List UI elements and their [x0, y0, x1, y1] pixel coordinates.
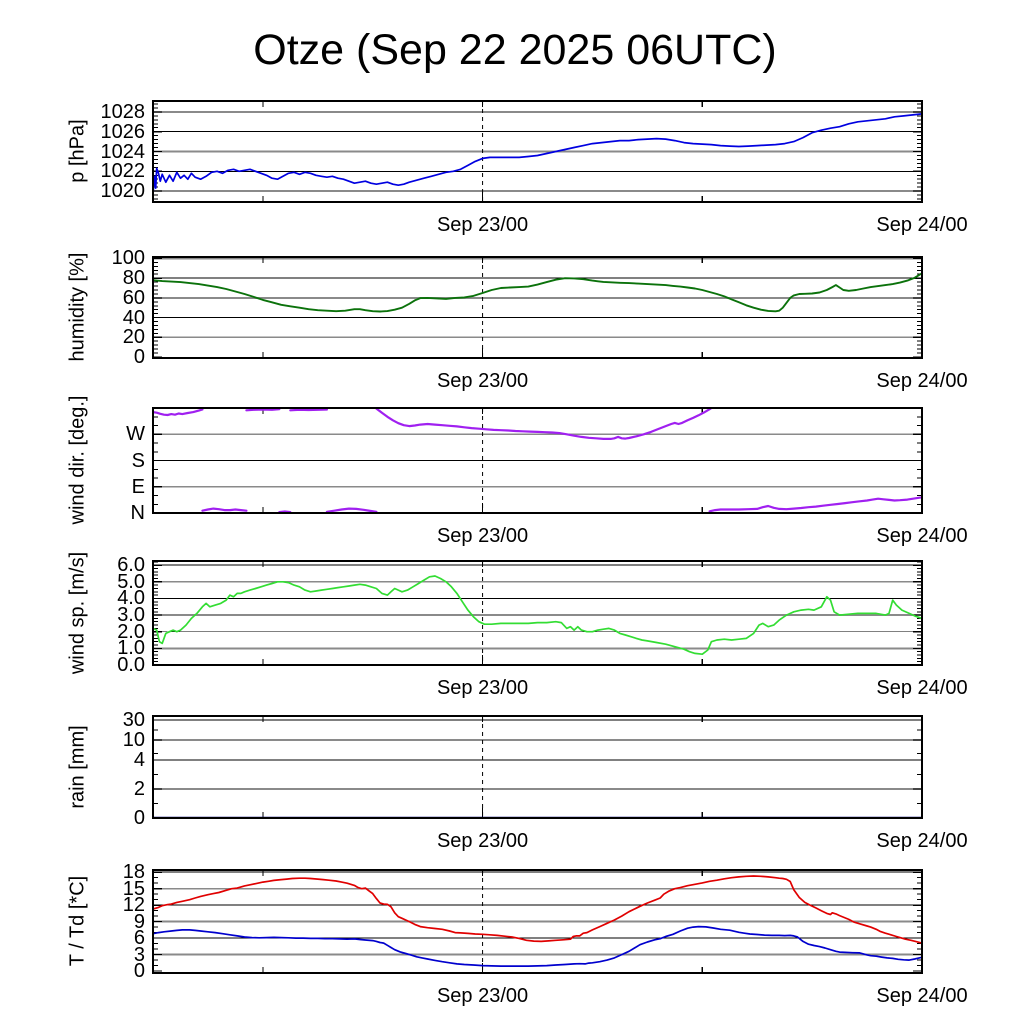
pressure-ytick-1028: 1028 [100, 100, 145, 123]
rain-ytick-2: 2 [133, 778, 145, 801]
pressure-ytick-1020: 1020 [100, 180, 145, 203]
humidity-ytick-60: 60 [122, 286, 145, 309]
wind-direction-xtick-Sep-24-00: Sep 24/00 [876, 525, 968, 547]
y-axis-label-wind-speed: wind sp. [m/s] [66, 551, 89, 675]
wind-speed-ytick-0.0: 0.0 [117, 654, 145, 676]
wind-speed-xtick-Sep-24-00: Sep 24/00 [876, 677, 968, 699]
rain-xtick-Sep-24-00: Sep 24/00 [876, 830, 968, 852]
temperature-ytick-6: 6 [133, 927, 145, 950]
y-axis-label-humidity: humidity [%] [66, 252, 89, 362]
pressure-ytick-1026: 1026 [100, 120, 145, 143]
wind-direction-ytick-W: W [126, 423, 145, 446]
humidity-ytick-20: 20 [122, 326, 145, 349]
humidity-xtick-Sep-23-00: Sep 23/00 [436, 370, 529, 392]
humidity-xtick-Sep-24-00: Sep 24/00 [876, 370, 968, 392]
y-axis-label-pressure: p [hPa] [66, 119, 89, 183]
wind-speed-ytick-5.0: 5.0 [117, 570, 145, 593]
humidity-ytick-100: 100 [111, 247, 145, 270]
temperature-ytick-12: 12 [122, 894, 145, 917]
wind-speed-ytick-1.0: 1.0 [117, 637, 145, 660]
temperature-ytick-0: 0 [133, 960, 145, 983]
rain-ytick-30: 30 [122, 708, 145, 731]
page-title: Otze (Sep 22 2025 06UTC) [253, 26, 777, 74]
y-axis-label-wind-dir: wind dir. [deg.] [66, 395, 89, 525]
wind-direction-ytick-S: S [131, 449, 145, 472]
y-axis-label-temperature: T / Td [*C] [66, 875, 89, 967]
pressure-xtick-Sep-23-00: Sep 23/00 [436, 214, 529, 236]
temperature-xtick-Sep-23-00: Sep 23/00 [436, 985, 529, 1007]
wind-direction-ytick-N: N [130, 502, 145, 524]
wind-speed-xtick-Sep-23-00: Sep 23/00 [436, 677, 529, 699]
temperature-ytick-3: 3 [133, 943, 145, 966]
temperature-ytick-18: 18 [122, 861, 145, 884]
wind-direction-xtick-Sep-23-00: Sep 23/00 [436, 525, 529, 547]
wind-direction-ytick-E: E [131, 475, 145, 498]
temperature-ytick-15: 15 [122, 877, 145, 900]
y-axis-label-rain: rain [mm] [66, 725, 89, 809]
rain-ytick-0: 0 [133, 807, 145, 829]
humidity-ytick-0: 0 [133, 346, 145, 368]
temperature-ytick-9: 9 [133, 910, 145, 933]
rain-xtick-Sep-23-00: Sep 23/00 [436, 830, 529, 852]
wind-speed-ytick-4.0: 4.0 [117, 587, 145, 610]
wind-speed-ytick-2.0: 2.0 [117, 620, 145, 643]
pressure-ytick-1022: 1022 [100, 160, 145, 183]
humidity-ytick-40: 40 [122, 306, 145, 329]
humidity-ytick-80: 80 [122, 267, 145, 290]
rain-ytick-4: 4 [133, 748, 145, 771]
temperature-xtick-Sep-24-00: Sep 24/00 [876, 985, 968, 1007]
pressure-ytick-1024: 1024 [100, 140, 145, 163]
rain-ytick-10: 10 [122, 728, 145, 751]
wind-speed-ytick-6.0: 6.0 [117, 554, 145, 577]
pressure-xtick-Sep-24-00: Sep 24/00 [876, 214, 968, 236]
wind-speed-ytick-3.0: 3.0 [117, 604, 145, 627]
